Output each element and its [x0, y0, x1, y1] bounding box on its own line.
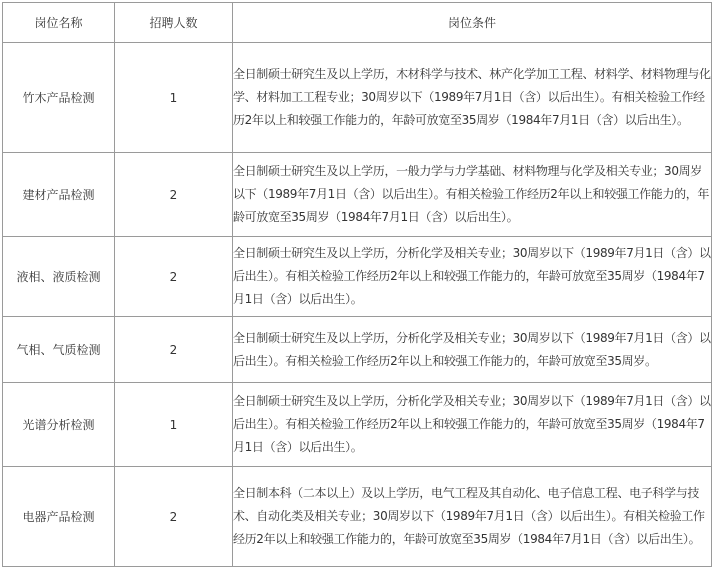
position-conditions: 全日制硕士研究生及以上学历，分析化学及相关专业；30周岁以下（1989年7月1日（含）以后出生）。有相关检验工作经历2年以上和较强工作能力的，年龄可放宽至35周岁（1984年7月1日（含）以后出生）。: [233, 237, 712, 317]
position-conditions: 全日制硕士研究生及以上学历，分析化学及相关专业；30周岁以下（1989年7月1日（含）以后出生）。有相关检验工作经历2年以上和较强工作能力的，年龄可放宽至35周岁（1984年7月1日（含）以后出生）。: [233, 383, 712, 467]
position-conditions: 全日制硕士研究生及以上学历，分析化学及相关专业；30周岁以下（1989年7月1日（含）以后出生）。有相关检验工作经历2年以上和较强工作能力的，年龄可放宽至35周岁。: [233, 317, 712, 383]
hiring-count: 2: [115, 317, 233, 383]
position-conditions: 全日制硕士研究生及以上学历，一般力学与力学基础、材料物理与化学及相关专业；30周岁以下（1989年7月1日（含）以后出生）。有相关检验工作经历2年以上和较强工作能力的，年龄可放宽至35周岁（1984年7月1日（含）以后出生）。: [233, 153, 712, 237]
position-conditions: 全日制硕士研究生及以上学历，木材科学与技术、林产化学加工工程、材料学、材料物理与化学、材料加工工程专业；30周岁以下（1989年7月1日（含）以后出生）。有相关检验工作经历2年以上和较强工作能力的，年龄可放宽至35周岁（1984年7月1日（含）以后出生）。: [233, 43, 712, 153]
table-row: [3, 317, 712, 383]
hiring-count: 2: [115, 467, 233, 567]
position-conditions: 全日制本科（二本以上）及以上学历，电气工程及其自动化、电子信息工程、电子科学与技术、自动化类及相关专业；30周岁以下（1989年7月1日（含）以后出生）。有相关检验工作经历2年以上和较强工作能力的，年龄可放宽至35周岁（1984年7月1日（含）以后出生）。: [233, 467, 712, 567]
position-name: 光谱分析检测: [3, 383, 115, 467]
position-name: 气相、气质检测: [3, 317, 115, 383]
hiring-count: 2: [115, 153, 233, 237]
position-name: 竹木产品检测: [3, 43, 115, 153]
table-row: [3, 153, 712, 237]
table-row: [3, 383, 712, 467]
header-position-conditions: 岗位条件: [233, 3, 712, 43]
table-row: [3, 237, 712, 317]
header-row: [3, 3, 712, 43]
recruitment-table: [2, 2, 712, 567]
hiring-count: 1: [115, 383, 233, 467]
hiring-count: 2: [115, 237, 233, 317]
position-name: 电器产品检测: [3, 467, 115, 567]
header-hiring-count: 招聘人数: [115, 3, 233, 43]
position-name: 建材产品检测: [3, 153, 115, 237]
hiring-count: 1: [115, 43, 233, 153]
table-row: [3, 43, 712, 153]
position-name: 液相、液质检测: [3, 237, 115, 317]
header-position-name: 岗位名称: [3, 3, 115, 43]
table-row: [3, 467, 712, 567]
